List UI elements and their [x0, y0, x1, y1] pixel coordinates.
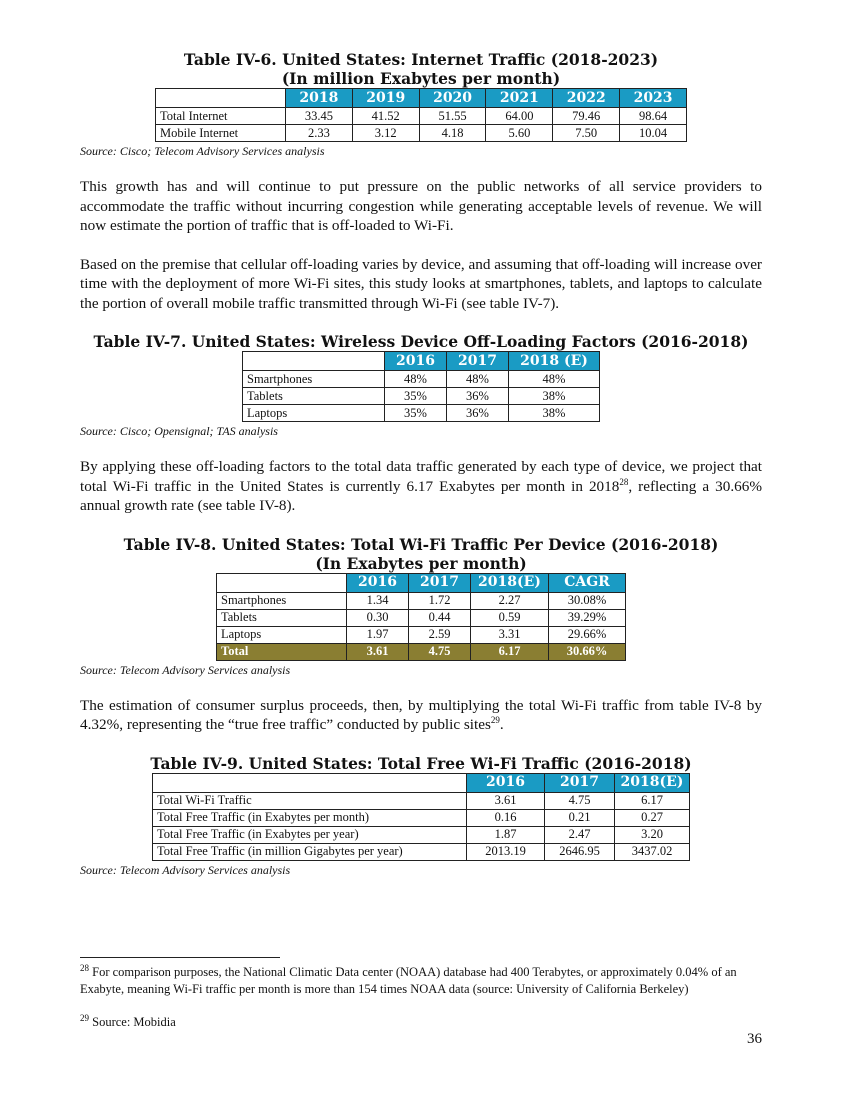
header-blank-cell: [153, 773, 467, 792]
cell: 1.34: [347, 592, 409, 609]
cell: 36%: [447, 405, 509, 422]
column-header: 2018 (E): [509, 352, 600, 371]
table-iv7: [242, 351, 600, 422]
cell: 51.55: [419, 108, 486, 125]
cell: 48%: [509, 371, 600, 388]
table-iv7-source: Source: Cisco; Opensignal; TAS analysis: [80, 424, 278, 438]
table-row: [217, 626, 626, 643]
column-header: 2016: [347, 573, 409, 592]
column-header: 2020: [419, 89, 486, 108]
table-iv9-source: Source: Telecom Advisory Services analysis: [80, 862, 291, 877]
cell: 0.59: [471, 609, 549, 626]
cell: 0.27: [615, 809, 690, 826]
table-row: [243, 371, 600, 388]
cell: 48%: [447, 371, 509, 388]
cell: 1.97: [347, 626, 409, 643]
cell: 4.18: [419, 125, 486, 142]
column-header: 2019: [352, 89, 419, 108]
cell: 36%: [447, 388, 509, 405]
cell: 3.61: [347, 643, 409, 660]
paragraph-consumer-surplus: [80, 696, 762, 735]
table-row: [243, 405, 600, 422]
cell: 0.44: [409, 609, 471, 626]
cell: 79.46: [553, 108, 620, 125]
row-label: Total Free Traffic (in Exabytes per year): [153, 826, 467, 843]
footnote-ref-28[interactable]: 28: [619, 476, 629, 487]
header-blank-cell: [243, 352, 385, 371]
cell: 10.04: [620, 125, 687, 142]
cell: 3.61: [467, 792, 545, 809]
cell: 6.17: [471, 643, 549, 660]
table-row: [156, 125, 687, 142]
row-label: Laptops: [243, 405, 385, 422]
column-header: CAGR: [549, 573, 626, 592]
paragraph-text: The estimation of consumer surplus proceeds, then, by multiplying the total Wi-Fi traffic from table IV-8 by 4.32%, representing the “true free traffic” conducted by public sites: [80, 696, 762, 733]
table-iv6-source: Source: Cisco; Telecom Advisory Services analysis: [80, 144, 325, 158]
cell: 30.08%: [549, 592, 626, 609]
column-header: 2018(E): [615, 773, 690, 792]
table-row: [217, 592, 626, 609]
row-label: Laptops: [217, 626, 347, 643]
table-row: [217, 609, 626, 626]
cell: 7.50: [553, 125, 620, 142]
row-label: Tablets: [243, 388, 385, 405]
column-header: 2017: [409, 573, 471, 592]
header-blank-cell: [217, 573, 347, 592]
column-header: 2016: [467, 773, 545, 792]
table-iv8-subtitle: (In Exabytes per month): [315, 553, 527, 573]
row-label: Mobile Internet: [156, 125, 286, 142]
footnote-text: Source: Mobidia: [92, 1015, 176, 1029]
row-label: Total: [217, 643, 347, 660]
row-label: Tablets: [217, 609, 347, 626]
cell: 1.87: [467, 826, 545, 843]
cell: 1.72: [409, 592, 471, 609]
paragraph-text: .: [499, 716, 504, 733]
table-row: [153, 843, 690, 860]
cell: 29.66%: [549, 626, 626, 643]
header-blank-cell: [156, 89, 286, 108]
row-label: Total Free Traffic (in million Gigabytes per year): [153, 843, 467, 860]
table-row: [156, 108, 687, 125]
paragraph-offloading-premise: Based on the premise that cellular off-loading varies by device, and assuming that off-loading will increase over time with the deployment of more Wi-Fi sites, this study looks at smartphones, tablets, and laptops to calculate the portion of overall mobile traffic transmitted through Wi-Fi (see table IV-7).: [80, 255, 762, 312]
column-header: 2017: [545, 773, 615, 792]
cell: 2646.95: [545, 843, 615, 860]
table-iv8-title: Table IV-8. United States: Total Wi-Fi Traffic Per Device (2016-2018): [123, 534, 719, 554]
column-header: 2018: [286, 89, 353, 108]
table-iv8-source: Source: Telecom Advisory Services analysis: [80, 662, 291, 677]
cell: 4.75: [545, 792, 615, 809]
cell: 48%: [385, 371, 447, 388]
cell: 6.17: [615, 792, 690, 809]
column-header: 2016: [385, 352, 447, 371]
cell: 2013.19: [467, 843, 545, 860]
cell: 38%: [509, 388, 600, 405]
table-iv6: [155, 88, 687, 142]
paragraph-growth-pressure: This growth has and will continue to put pressure on the public networks of all service providers to accommodate the traffic without incurring congestion while generating acceptable levels of revenue. We will now estimate the portion of traffic that is off-loaded to Wi-Fi.: [80, 178, 762, 234]
row-label: Total Internet: [156, 108, 286, 125]
cell: 39.29%: [549, 609, 626, 626]
cell: 2.59: [409, 626, 471, 643]
table-row: [243, 388, 600, 405]
cell: 3.31: [471, 626, 549, 643]
cell: 3.20: [615, 826, 690, 843]
cell: 35%: [385, 388, 447, 405]
table-iv9: [152, 773, 690, 861]
footnote-28: [80, 964, 762, 997]
document-page: [80, 50, 762, 878]
table-row: [153, 792, 690, 809]
cell: 35%: [385, 405, 447, 422]
footnote-ref-29[interactable]: 29: [490, 714, 500, 725]
cell: 4.75: [409, 643, 471, 660]
table-iv8: [216, 573, 626, 661]
table-row: [153, 826, 690, 843]
table-iv6-subtitle: (In million Exabytes per month): [281, 69, 561, 88]
table-row: [153, 809, 690, 826]
page-number: 36: [747, 1031, 762, 1047]
column-header: 2023: [620, 89, 687, 108]
cell: 0.16: [467, 809, 545, 826]
table-total-row: [217, 643, 626, 660]
cell: 30.66%: [549, 643, 626, 660]
cell: 2.27: [471, 592, 549, 609]
cell: 0.30: [347, 609, 409, 626]
column-header: 2021: [486, 89, 553, 108]
footnote-number: 29: [80, 1012, 89, 1023]
cell: 41.52: [352, 108, 419, 125]
footnote-divider: [80, 957, 280, 958]
cell: 3.12: [352, 125, 419, 142]
footnote-29: [80, 1014, 762, 1031]
paragraph-wifi-projection: [80, 457, 762, 516]
table-iv9-title: Table IV-9. United States: Total Free Wi-Fi Traffic (2016-2018): [150, 753, 692, 773]
column-header: 2017: [447, 352, 509, 371]
cell: 98.64: [620, 108, 687, 125]
column-header: 2022: [553, 89, 620, 108]
footnote-number: 28: [80, 962, 89, 973]
table-iv6-title: Table IV-6. United States: Internet Traffic (2018-2023): [183, 50, 659, 69]
row-label: Smartphones: [243, 371, 385, 388]
cell: 2.33: [286, 125, 353, 142]
footnote-text: For comparison purposes, the National Climatic Data center (NOAA) database had 400 Terabytes, or approximately 0.04% of an Exabyte, meaning Wi-Fi traffic per month is more than 154 times NOAA data (source: University of California Berkeley): [80, 965, 737, 996]
cell: 2.47: [545, 826, 615, 843]
cell: 0.21: [545, 809, 615, 826]
row-label: Smartphones: [217, 592, 347, 609]
cell: 38%: [509, 405, 600, 422]
cell: 3437.02: [615, 843, 690, 860]
cell: 33.45: [286, 108, 353, 125]
column-header: 2018(E): [471, 573, 549, 592]
paragraph-text: By applying these off-loading factors to the total data traffic generated by each type of device, we project that total Wi-Fi traffic in the United States is currently 6.17 Exabytes per month in 2018: [80, 458, 762, 495]
cell: 5.60: [486, 125, 553, 142]
cell: 64.00: [486, 108, 553, 125]
row-label: Total Free Traffic (in Exabytes per month): [153, 809, 467, 826]
table-iv7-title: Table IV-7. United States: Wireless Device Off-Loading Factors (2016-2018): [93, 332, 749, 351]
row-label: Total Wi-Fi Traffic: [153, 792, 467, 809]
paragraph-text: , reflecting a 30.66% annual growth rate (see table IV-8).: [80, 477, 763, 514]
